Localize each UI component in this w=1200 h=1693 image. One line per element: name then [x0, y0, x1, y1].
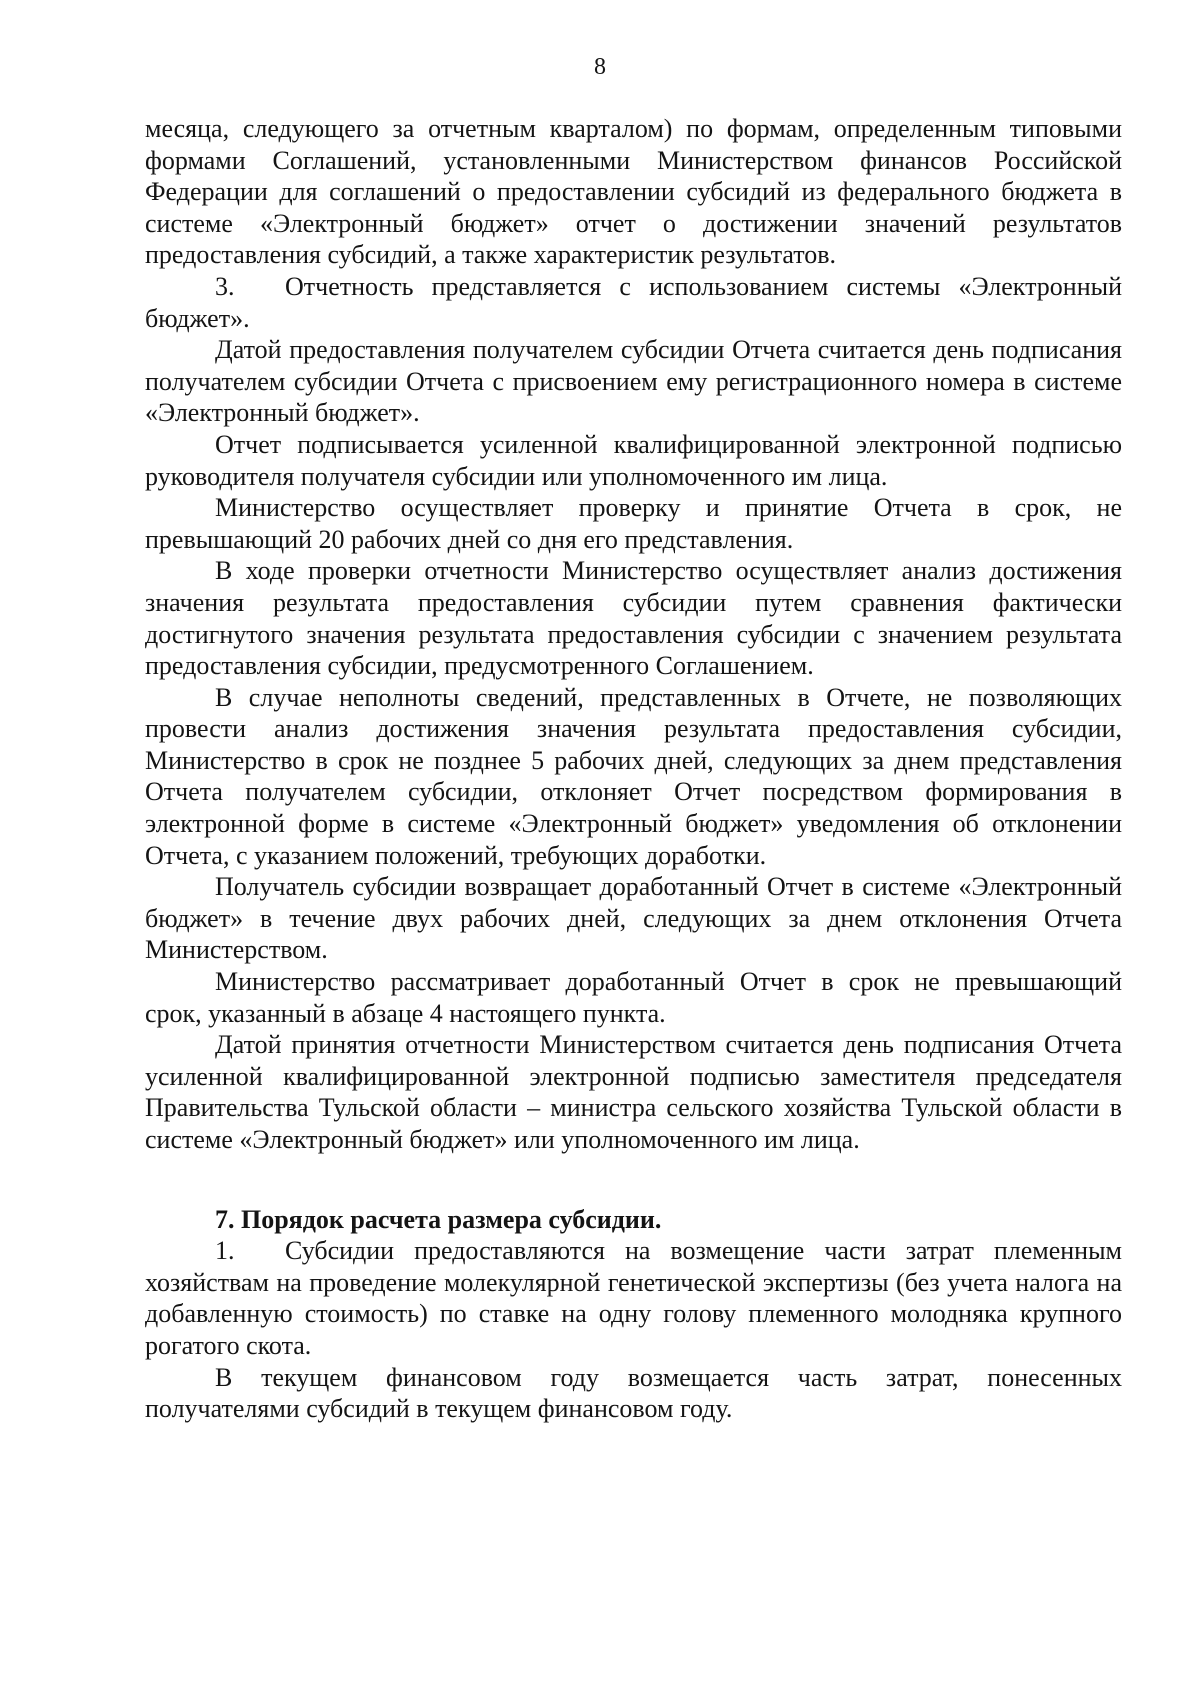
page-number: 8	[594, 54, 606, 80]
paragraph-item-3	[145, 271, 1122, 334]
paragraph-item-1	[145, 1235, 1122, 1361]
section-heading: 7. Порядок расчета размера субсидии.	[215, 1204, 662, 1234]
paragraph: Получатель субсидии возвращает доработанный Отчет в системе «Электронный бюджет» в течение двух рабочих дней, следующих за днем отклонения Отчета Министерством.	[145, 872, 1122, 965]
item-text: Субсидии предоставляются на возмещение части затрат племенным хозяйствам на проведение молекулярной генетической экспертизы (без учета налога на добавленную стоимость) по ставке на одну голову племенного молодняка крупного рогатого скота.	[145, 1236, 1122, 1360]
paragraph: Министерство осуществляет проверку и принятие Отчета в срок, не превышающий 20 рабочих дней со дня его представления.	[145, 493, 1122, 554]
paragraph: Датой принятия отчетности Министерством считается день подписания Отчета усиленной квалифицированной электронной подписью заместителя председателя Правительства Тульской области – министра сельского хозяйства Тульской области в системе «Электронный бюджет» или уполномоченного им лица.	[145, 1030, 1122, 1154]
paragraph: Министерство рассматривает доработанный Отчет в срок не превышающий срок, указанный в абзаце 4 настоящего пункта.	[145, 967, 1122, 1028]
paragraph: В случае неполноты сведений, представленных в Отчете, не позволяющих провести анализ достижения значения результата предоставления субсидии, Министерство в срок не позднее 5 рабочих дней, следующих за днем представления Отчета получателем субсидии, отклоняет Отчет посредством формирования в электронной форме в системе «Электронный бюджет» уведомления об отклонении Отчета, с указанием положений, требующих доработки.	[145, 682, 1122, 870]
item-number: 1.	[215, 1236, 235, 1266]
section-spacer	[145, 1156, 1122, 1204]
paragraph: Отчет подписывается усиленной квалифицированной электронной подписью руководителя получателя субсидии или уполномоченного им лица.	[145, 429, 1122, 491]
paragraph: В ходе проверки отчетности Министерство осуществляет анализ достижения значения результата предоставления субсидии путем сравнения фактически достигнутого значения результата предоставления субсидии с значением результата предоставления субсидии, предусмотренного Соглашением.	[145, 556, 1122, 681]
document-body	[145, 113, 1122, 1425]
item-number: 3.	[215, 271, 235, 301]
paragraph: В текущем финансовом году возмещается часть затрат, понесенных получателями субсидий в текущем финансовом году.	[145, 1362, 1122, 1424]
paragraph: Датой предоставления получателем субсидии Отчета считается день подписания получателем субсидии Отчета с присвоением ему регистрационного номера в системе «Электронный бюджет».	[145, 335, 1122, 428]
item-text: Отчетность представляется с использованием системы «Электронный бюджет».	[145, 271, 1122, 333]
paragraph-continuation: месяца, следующего за отчетным кварталом) по формам, определенным типовыми формами Соглашений, установленными Министерством финансов Российской Федерации для соглашений о предоставлении субсидий из федерального бюджета в системе «Электронный бюджет» отчет о достижении значений результатов предоставления субсидий, а также характеристик результатов.	[145, 114, 1122, 270]
